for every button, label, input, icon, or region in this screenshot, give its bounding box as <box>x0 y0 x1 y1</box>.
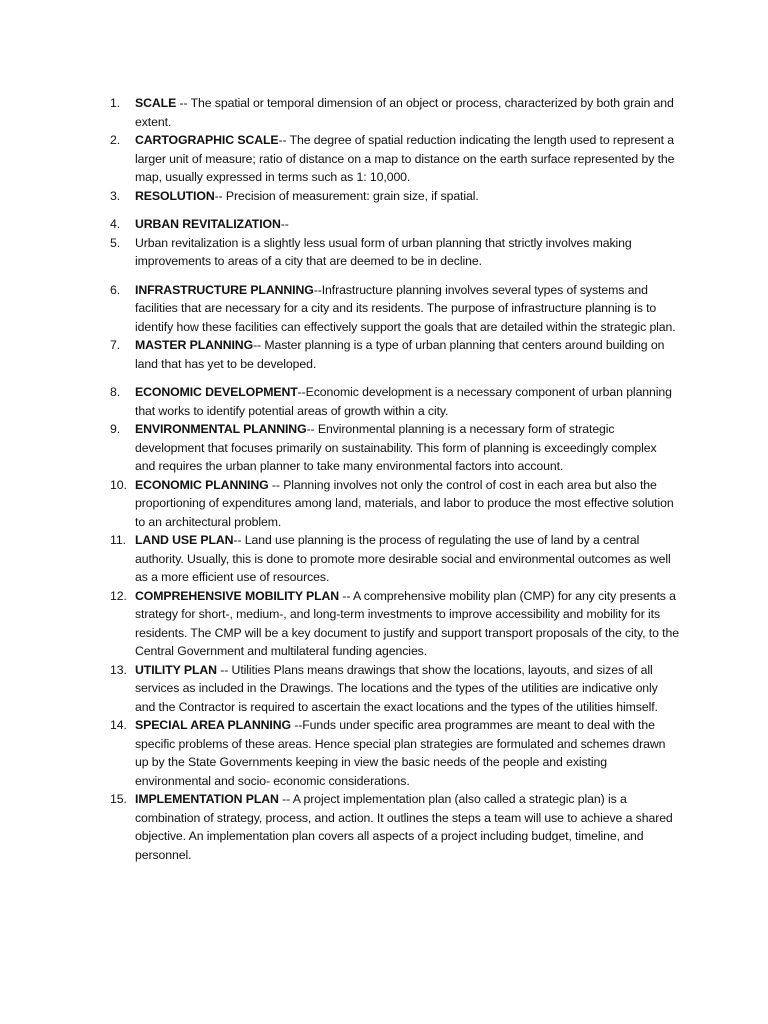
item-description: -- Land use planning is the process of regulating the use of land by a central authority. Usually, this is done to promote more desirable social and environmental outcomes as well as a more efficient use of resources. <box>135 533 671 584</box>
list-item <box>110 215 680 234</box>
item-number: 13. <box>110 662 127 677</box>
item-term: SCALE <box>135 96 177 110</box>
item-term: ECONOMIC DEVELOPMENT <box>135 385 298 399</box>
item-description: --Economic development is a necessary component of urban planning that works to identify potential areas of growth within a city. <box>135 385 672 418</box>
item-term: ENVIRONMENTAL PLANNING <box>135 422 307 436</box>
item-number: 14. <box>110 718 127 732</box>
item-description: -- Master planning is a type of urban planning that centers around building on land that has yet to be developed. <box>135 338 665 371</box>
list-item <box>110 531 680 587</box>
list-item <box>110 790 680 864</box>
item-number: 1. <box>110 96 121 110</box>
definition-list <box>110 94 680 864</box>
list-item <box>110 661 680 717</box>
list-item <box>110 383 680 420</box>
list-item <box>110 234 680 271</box>
item-term: INFRASTRUCTURE PLANNING <box>135 282 314 297</box>
item-number: 9. <box>110 422 121 436</box>
item-description: -- Planning involves not only the control of cost in each area but also the proportioning of expenditures among land, materials, and labor to produce the most effective solution to an architectural problem. <box>135 477 674 529</box>
item-number: 11. <box>110 533 126 547</box>
list-item <box>110 716 680 790</box>
list-item <box>110 420 680 476</box>
item-term: ECONOMIC PLANNING <box>135 477 269 492</box>
item-number: 2. <box>110 133 121 147</box>
item-description: -- Environmental planning is a necessary form of strategic development that focuses primarily on sustainability. This form of planning is exceedingly complex and requires the urban planner to take many environmental factors into account. <box>135 422 657 473</box>
item-number: 4. <box>110 217 121 231</box>
item-description: -- Utilities Plans means drawings that show the locations, layouts, and sizes of all services as included in the Drawings. The locations and the types of the utilities are indicative only and the Contractor is required to ascertain the exact locations and the types of the utilities himself. <box>135 662 658 714</box>
list-item <box>110 336 680 373</box>
item-term: COMPREHENSIVE MOBILITY PLAN <box>135 588 340 603</box>
item-term: URBAN REVITALIZATION <box>135 217 281 231</box>
item-number: 3. <box>110 188 121 203</box>
item-description: -- <box>280 217 289 231</box>
item-description: --Infrastructure planning involves several types of systems and facilities that are necessary for a city and its residents. The purpose of infrastructure planning is to identify how these facilities can effectively support the goals that are detailed within the strategic plan. <box>135 282 676 334</box>
item-term: CARTOGRAPHIC SCALE <box>135 133 279 147</box>
item-number: 8. <box>110 385 121 399</box>
item-number: 7. <box>110 338 121 352</box>
item-description: --Funds under specific area programmes are meant to deal with the specific problems of these areas. Hence special plan strategies are formulated and schemes drawn up by the State Governments keeping in view the basic needs of the people and existing environmental and socio- economic considerations. <box>135 718 666 788</box>
list-item <box>110 587 680 661</box>
item-term: MASTER PLANNING <box>135 338 254 352</box>
item-description: -- The spatial or temporal dimension of an object or process, characterized by both grain and extent. <box>135 96 674 129</box>
item-description: -- Precision of measurement: grain size, if spatial. <box>214 188 479 203</box>
list-item <box>110 476 680 532</box>
item-description: -- A comprehensive mobility plan (CMP) for any city presents a strategy for short-, medium-, and long-term investments to improve accessibility and mobility for its residents. The CMP will be a key document to justify and support transport proposals of the city, to the Central Government and multilateral funding agencies. <box>135 588 679 658</box>
item-number: 15. <box>110 792 127 806</box>
item-term: IMPLEMENTATION PLAN <box>135 792 279 806</box>
item-number: 10. <box>110 477 127 492</box>
item-description: Urban revitalization is a slightly less usual form of urban planning that strictly involves making improvements to areas of a city that are deemed to be in decline. <box>135 235 632 268</box>
item-number: 5. <box>110 235 121 250</box>
item-description: -- A project implementation plan (also called a strategic plan) is a combination of strategy, process, and action. It outlines the steps a team will use to achieve a shared objective. An implementation plan covers all aspects of a project including budget, timeline, and personnel. <box>135 792 673 862</box>
list-item <box>110 131 680 187</box>
item-term: LAND USE PLAN <box>135 533 234 547</box>
item-description: -- The degree of spatial reduction indicating the length used to represent a larger unit of measure; ratio of distance on a map to distance on the earth surface represented by the map, usually expressed in terms such as 1: 10,000. <box>135 133 675 184</box>
item-term: RESOLUTION <box>135 188 215 203</box>
item-number: 6. <box>110 282 121 297</box>
item-number: 12. <box>110 588 127 603</box>
item-term: SPECIAL AREA PLANNING <box>135 718 291 732</box>
list-item <box>110 94 680 131</box>
list-item <box>110 281 680 337</box>
item-term: UTILITY PLAN <box>135 662 217 677</box>
list-item <box>110 187 680 206</box>
